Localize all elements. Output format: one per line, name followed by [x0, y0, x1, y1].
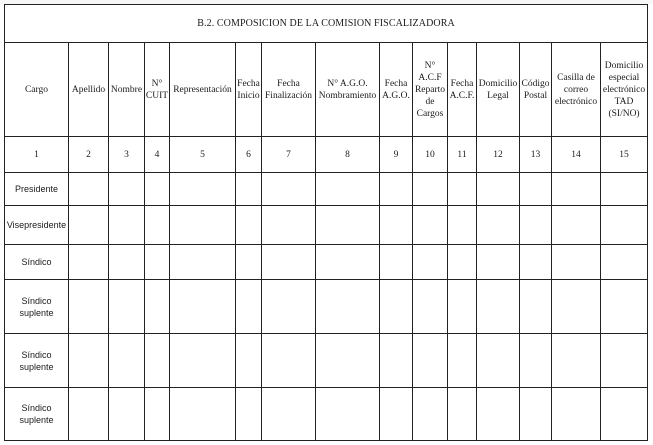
blank-cell[interactable] [477, 245, 520, 280]
blank-cell[interactable] [477, 173, 520, 206]
column-number: 1 [5, 137, 69, 173]
table-title: B.2. COMPOSICION DE LA COMISION FISCALIZADORA [5, 5, 648, 43]
blank-cell[interactable] [145, 388, 170, 441]
blank-cell[interactable] [552, 334, 601, 388]
blank-cell[interactable] [448, 173, 477, 206]
table-row [5, 173, 648, 206]
blank-cell[interactable] [109, 388, 145, 441]
blank-cell[interactable] [69, 334, 109, 388]
header-codigo-postal: Código Postal [520, 43, 552, 137]
column-number: 13 [520, 137, 552, 173]
blank-cell[interactable] [69, 280, 109, 334]
blank-cell[interactable] [380, 173, 413, 206]
row-label-sindico-suplente: Síndico suplente [5, 280, 69, 334]
blank-cell[interactable] [145, 334, 170, 388]
blank-cell[interactable] [69, 173, 109, 206]
blank-cell[interactable] [316, 206, 380, 245]
row-label-sindico-suplente: Síndico suplente [5, 334, 69, 388]
header-cuit: N° CUIT [145, 43, 170, 137]
blank-cell[interactable] [601, 280, 648, 334]
blank-cell[interactable] [413, 334, 448, 388]
blank-cell[interactable] [552, 173, 601, 206]
blank-cell[interactable] [236, 280, 262, 334]
blank-cell[interactable] [448, 280, 477, 334]
header-fecha-acf: Fecha A.C.F. [448, 43, 477, 137]
blank-cell[interactable] [520, 280, 552, 334]
blank-cell[interactable] [413, 245, 448, 280]
table-row [5, 280, 648, 334]
blank-cell[interactable] [262, 280, 316, 334]
blank-cell[interactable] [145, 173, 170, 206]
blank-cell[interactable] [109, 245, 145, 280]
header-domicilio-legal: Domicilio Legal [477, 43, 520, 137]
blank-cell[interactable] [145, 245, 170, 280]
row-label-presidente: Presidente [5, 173, 69, 206]
blank-cell[interactable] [170, 245, 236, 280]
comision-fiscalizadora-table [4, 4, 648, 441]
column-number: 14 [552, 137, 601, 173]
blank-cell[interactable] [316, 280, 380, 334]
blank-cell[interactable] [552, 388, 601, 441]
blank-cell[interactable] [520, 388, 552, 441]
blank-cell[interactable] [520, 206, 552, 245]
column-number: 5 [170, 137, 236, 173]
blank-cell[interactable] [380, 280, 413, 334]
blank-cell[interactable] [477, 334, 520, 388]
header-cargo: Cargo [5, 43, 69, 137]
blank-cell[interactable] [170, 334, 236, 388]
blank-cell[interactable] [380, 245, 413, 280]
column-number: 2 [69, 137, 109, 173]
blank-cell[interactable] [236, 245, 262, 280]
blank-cell[interactable] [262, 334, 316, 388]
blank-cell[interactable] [69, 206, 109, 245]
header-fecha-ago: Fecha A.G.O. [380, 43, 413, 137]
blank-cell[interactable] [316, 388, 380, 441]
blank-cell[interactable] [262, 173, 316, 206]
blank-cell[interactable] [236, 388, 262, 441]
blank-cell[interactable] [520, 245, 552, 280]
table-row [5, 245, 648, 280]
blank-cell[interactable] [109, 173, 145, 206]
blank-cell[interactable] [145, 206, 170, 245]
blank-cell[interactable] [170, 206, 236, 245]
column-number: 9 [380, 137, 413, 173]
blank-cell[interactable] [262, 388, 316, 441]
column-number: 12 [477, 137, 520, 173]
blank-cell[interactable] [413, 206, 448, 245]
blank-cell[interactable] [448, 334, 477, 388]
header-fecha-finalizacion: Fecha Finalización [262, 43, 316, 137]
header-domicilio-tad: Domicilio especial electrónico TAD (SI/NO) [601, 43, 648, 137]
header-casilla-correo: Casilla de correo electrónico [552, 43, 601, 137]
form-sheet [4, 4, 647, 441]
blank-cell[interactable] [601, 388, 648, 441]
column-number: 7 [262, 137, 316, 173]
blank-cell[interactable] [109, 280, 145, 334]
row-label-sindico-suplente: Síndico suplente [5, 388, 69, 441]
blank-cell[interactable] [109, 206, 145, 245]
table-row [5, 206, 648, 245]
blank-cell[interactable] [413, 280, 448, 334]
column-number: 6 [236, 137, 262, 173]
blank-cell[interactable] [477, 388, 520, 441]
header-representacion: Representación [170, 43, 236, 137]
blank-cell[interactable] [413, 388, 448, 441]
blank-cell[interactable] [477, 206, 520, 245]
header-fecha-inicio: Fecha Inicio [236, 43, 262, 137]
blank-cell[interactable] [380, 334, 413, 388]
blank-cell[interactable] [448, 245, 477, 280]
column-number-row [5, 137, 648, 173]
blank-cell[interactable] [316, 245, 380, 280]
blank-cell[interactable] [448, 388, 477, 441]
blank-cell[interactable] [170, 280, 236, 334]
column-number: 3 [109, 137, 145, 173]
column-number: 11 [448, 137, 477, 173]
column-number: 10 [413, 137, 448, 173]
blank-cell[interactable] [520, 173, 552, 206]
table-row [5, 388, 648, 441]
blank-cell[interactable] [316, 173, 380, 206]
blank-cell[interactable] [601, 173, 648, 206]
blank-cell[interactable] [520, 334, 552, 388]
blank-cell[interactable] [69, 245, 109, 280]
column-number: 8 [316, 137, 380, 173]
blank-cell[interactable] [380, 388, 413, 441]
header-apellido: Apellido [69, 43, 109, 137]
header-ago-nombramiento: N° A.G.O. Nombramiento [316, 43, 380, 137]
blank-cell[interactable] [262, 206, 316, 245]
blank-cell[interactable] [236, 334, 262, 388]
blank-cell[interactable] [236, 173, 262, 206]
blank-cell[interactable] [69, 388, 109, 441]
header-nombre: Nombre [109, 43, 145, 137]
blank-cell[interactable] [145, 280, 170, 334]
blank-cell[interactable] [316, 334, 380, 388]
blank-cell[interactable] [236, 206, 262, 245]
header-row [5, 43, 648, 137]
blank-cell[interactable] [601, 334, 648, 388]
blank-cell[interactable] [448, 206, 477, 245]
column-number: 15 [601, 137, 648, 173]
header-acf-reparto: N° A.C.F Reparto de Cargos [413, 43, 448, 137]
row-label-sindico: Síndico [5, 245, 69, 280]
blank-cell[interactable] [552, 245, 601, 280]
blank-cell[interactable] [552, 280, 601, 334]
column-number: 4 [145, 137, 170, 173]
row-label-visepresidente: Visepresidente [5, 206, 69, 245]
blank-cell[interactable] [413, 173, 448, 206]
blank-cell[interactable] [262, 245, 316, 280]
blank-cell[interactable] [477, 280, 520, 334]
table-row [5, 334, 648, 388]
blank-cell[interactable] [380, 206, 413, 245]
blank-cell[interactable] [109, 334, 145, 388]
blank-cell[interactable] [170, 173, 236, 206]
blank-cell[interactable] [552, 206, 601, 245]
blank-cell[interactable] [170, 388, 236, 441]
blank-cell[interactable] [601, 206, 648, 245]
blank-cell[interactable] [601, 245, 648, 280]
